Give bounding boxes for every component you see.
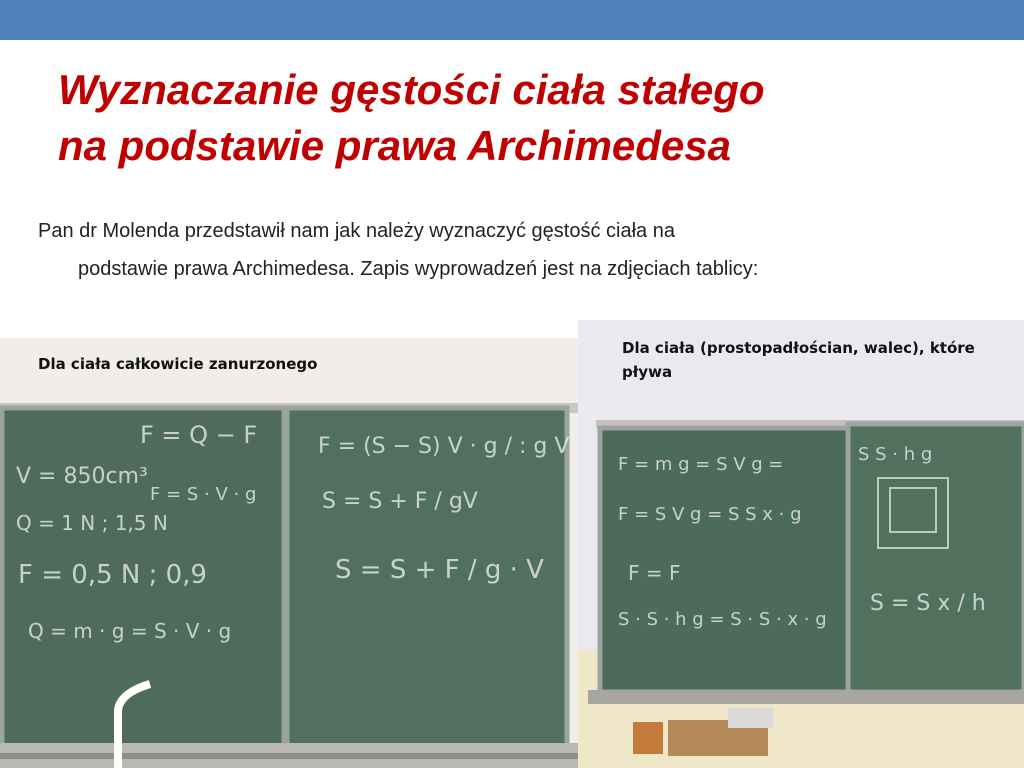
chalkboard-photo-right <box>578 320 1024 768</box>
body-line-2: podstawie prawa Archimedesa. Zapis wyprowadzeń jest na zdjęciach tablicy: <box>78 258 759 280</box>
svg-text:Q = 1 N ; 1,5 N: Q = 1 N ; 1,5 N <box>16 511 168 535</box>
slide-title <box>58 62 988 174</box>
svg-text:S = S + F / gV: S = S + F / gV <box>322 489 478 514</box>
chalkboard-photo-left <box>0 338 590 768</box>
svg-text:F = m g = S V g =: F = m g = S V g = <box>618 454 784 475</box>
photo-fully-submerged <box>0 338 590 768</box>
svg-text:S = S + F / g · V: S = S + F / g · V <box>335 555 544 585</box>
caption-fully-submerged: Dla ciała całkowicie zanurzonego <box>38 355 318 373</box>
svg-text:F = (S − S) V · g / : g V: F = (S − S) V · g / : g V <box>318 434 570 459</box>
body-line-1: Pan dr Molenda przedstawił nam jak należy wyznaczyć gęstość ciała na <box>38 220 675 242</box>
title-line-2: na podstawie prawa Archimedesa <box>58 122 732 169</box>
title-line-1: Wyznaczanie gęstości ciała stałego <box>58 66 765 113</box>
top-accent-bar <box>0 0 1024 40</box>
svg-text:F = Q − F: F = Q − F <box>140 421 258 449</box>
svg-text:F = S · V · g: F = S · V · g <box>150 484 257 505</box>
photo-floating-body <box>578 320 1024 768</box>
svg-text:Q = m · g = S · V · g: Q = m · g = S · V · g <box>28 619 232 643</box>
svg-text:S = S x / h: S = S x / h <box>870 591 986 616</box>
svg-text:F = 0,5 N ; 0,9: F = 0,5 N ; 0,9 <box>18 560 207 590</box>
svg-text:S S · h g: S S · h g <box>858 444 933 465</box>
svg-text:F = F: F = F <box>628 561 681 585</box>
svg-text:S · S · h g = S · S · x · g: S · S · h g = S · S · x · g <box>618 609 827 630</box>
caption-floating-body: Dla ciała (prostopadłościan, walec), które pływa <box>622 339 975 381</box>
svg-text:F = S V g = S S x · g: F = S V g = S S x · g <box>618 504 802 525</box>
svg-text:V = 850cm³: V = 850cm³ <box>16 464 148 489</box>
slide-body-text <box>38 212 998 288</box>
